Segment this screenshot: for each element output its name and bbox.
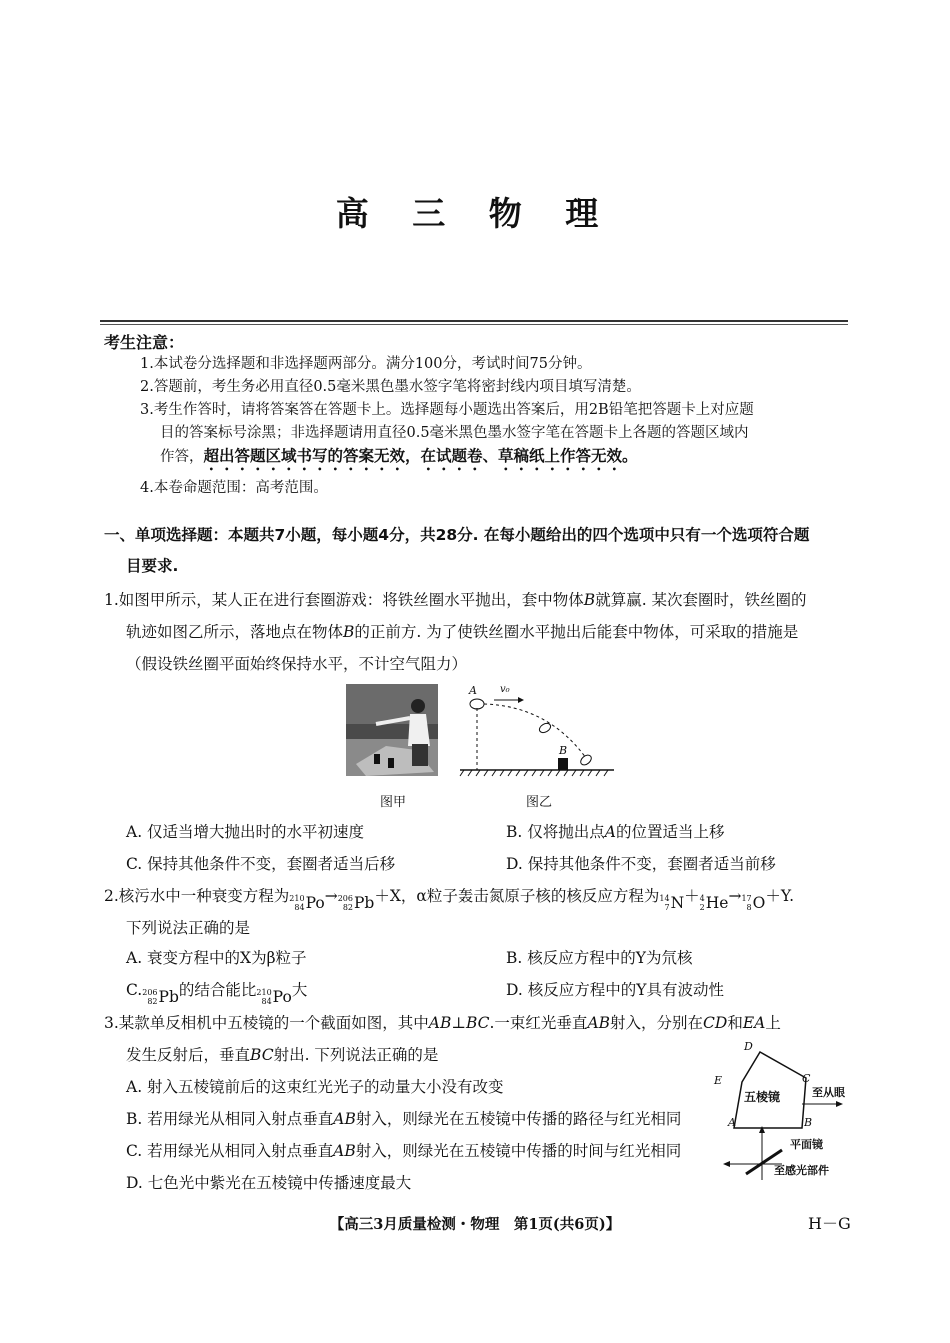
q1-option-b bbox=[506, 820, 724, 842]
q1-option-d: D. 保持其他条件不变，套圈者适当前移 bbox=[506, 855, 776, 873]
nuclide-n14 bbox=[659, 887, 684, 919]
page-footer: 【高三3月质量检测・物理 第1页(共6页)】 bbox=[329, 1216, 621, 1233]
q2-option-d: D. 核反应方程中的Y具有波动性 bbox=[506, 981, 724, 999]
pb-z-c: 82 bbox=[147, 997, 158, 1006]
q2-option-c bbox=[126, 978, 307, 1006]
nuclide-po210 bbox=[289, 887, 324, 919]
pb-z: 82 bbox=[342, 903, 353, 912]
notice-emphasis: 超出答题区域书写的答案无效，在试题卷、草稿纸上作答无效。 bbox=[203, 447, 638, 465]
q2-optc-b: 的结合能比 bbox=[178, 981, 257, 999]
plus: ＋ bbox=[684, 887, 700, 905]
q1-stem-line-3: （假设铁丝圈平面始终保持水平，不计空气阻力） bbox=[126, 655, 468, 673]
n-symbol: N bbox=[670, 894, 685, 912]
q2-stem-c: ＋Y. bbox=[765, 887, 795, 905]
q1-stem-text-end: 就算赢. 某次套圈时，铁丝圈的 bbox=[595, 591, 807, 609]
nuclide-he4 bbox=[700, 887, 729, 919]
q3-optb-ab: AB bbox=[333, 1110, 356, 1128]
arrow-2: → bbox=[728, 887, 742, 905]
fig-label-b: B bbox=[804, 1116, 813, 1129]
trajectory-figure bbox=[458, 684, 618, 780]
q1-option-c: C. 保持其他条件不变，套圈者适当后移 bbox=[126, 855, 396, 873]
q2-stem-line-2: 下列说法正确的是 bbox=[126, 919, 251, 937]
fig-label-d: D bbox=[744, 1040, 753, 1053]
q1-stem-line-2 bbox=[126, 616, 798, 648]
q1-var-b-2: B bbox=[343, 623, 355, 641]
divider-rule bbox=[100, 320, 848, 322]
q3-optb-b: 射入，则绿光在五棱镜中传播的路径与红光相同 bbox=[355, 1110, 682, 1128]
q3-optc-b: 射入，则绿光在五棱镜中传播的时间与红光相同 bbox=[355, 1142, 682, 1160]
to-eye-label: 至从眼 bbox=[812, 1086, 845, 1099]
pb-symbol: Pb bbox=[354, 894, 375, 912]
arrow: → bbox=[324, 887, 338, 905]
q1-stem-line-1 bbox=[104, 584, 807, 616]
pentaprism-figure bbox=[708, 1040, 848, 1185]
fig-label-v0: v₀ bbox=[500, 684, 510, 695]
notice-item-2: 2.答题前，考生务必用直径0.5毫米黑色墨水签字笔将密封线内项目填写清楚。 bbox=[140, 379, 641, 395]
q3-ab: AB bbox=[587, 1014, 611, 1032]
version-code: H－G bbox=[808, 1214, 851, 1233]
q3-ea: EA bbox=[742, 1014, 766, 1032]
po-symbol: Po bbox=[305, 894, 325, 912]
po-mass: 210 bbox=[289, 894, 305, 903]
q3-stem-b: .一束红光垂直 bbox=[489, 1014, 588, 1032]
photo-ring-toss bbox=[346, 684, 438, 776]
q3-stem-line-1 bbox=[104, 1007, 781, 1039]
notice-item-3-line-1: 3.考生作答时，请将答案答在答题卡上。选择题每小题选出答案后，用2B铅笔把答题卡上对应题 bbox=[140, 402, 754, 418]
fig-label-b: B bbox=[559, 744, 568, 757]
o-z: 8 bbox=[746, 903, 752, 912]
q1-stem2-a: 轨迹如图乙所示，落地点在物体 bbox=[126, 623, 344, 641]
po-z: 84 bbox=[294, 903, 305, 912]
q3-ab-perp-bc: AB⊥BC bbox=[428, 1014, 490, 1032]
fig-label-e: E bbox=[714, 1074, 723, 1087]
q2-stem-b: ＋X，α粒子轰击氮原子核的核反应方程为 bbox=[374, 887, 660, 905]
q1-stem-text: 1.如图甲所示，某人正在进行套圈游戏：将铁丝圈水平抛出，套中物体 bbox=[104, 591, 584, 609]
prism-label: 五棱镜 bbox=[744, 1090, 781, 1104]
section-1-heading: 一、单项选择题：本题共7小题，每小题4分，共28分. 在每小题给出的四个选项中只有一个选项符合题 bbox=[104, 526, 810, 544]
q1-optb-text: B. 仅将抛出点 bbox=[506, 823, 605, 841]
caption-fig-yi: 图乙 bbox=[526, 795, 553, 810]
q1-optb-var: A bbox=[604, 823, 616, 841]
q3-stem2-a: 发生反射后，垂直 bbox=[126, 1046, 251, 1064]
nuclide-pb206-c bbox=[142, 988, 179, 1006]
n-mass: 14 bbox=[659, 894, 670, 903]
q3-option-d: D. 七色光中紫光在五棱镜中传播速度最大 bbox=[126, 1174, 412, 1192]
notice-item-4: 4.本卷命题范围：高考范围。 bbox=[140, 480, 328, 496]
nuclide-o17 bbox=[741, 887, 765, 919]
mirror-label: 平面镜 bbox=[790, 1138, 823, 1151]
q3-stem-line-2 bbox=[126, 1039, 438, 1071]
fig-label-a: A bbox=[469, 684, 477, 697]
notice-item-3-prefix: 作答， bbox=[160, 449, 204, 465]
q3-option-a: A. 射入五棱镜前后的这束红光光子的动量大小没有改变 bbox=[126, 1078, 504, 1096]
pb-symbol-c: Pb bbox=[158, 988, 179, 1006]
q3-optc-a: C. 若用绿光从相同入射点垂直 bbox=[126, 1142, 334, 1160]
q1-var-b: B bbox=[583, 591, 596, 609]
notice-item-1: 1.本试卷分选择题和非选择题两部分。满分100分，考试时间75分钟。 bbox=[140, 356, 592, 372]
he-mass: 4 bbox=[699, 894, 705, 903]
fig-label-a: A bbox=[728, 1116, 736, 1129]
o-symbol: O bbox=[752, 894, 766, 912]
he-symbol: He bbox=[705, 894, 729, 912]
q2-option-a: A. 衰变方程中的X为β粒子 bbox=[126, 949, 307, 967]
q3-stem2-b: 射出. 下列说法正确的是 bbox=[273, 1046, 439, 1064]
po-z-c: 84 bbox=[261, 997, 272, 1006]
q2-optc-c: 大 bbox=[291, 981, 308, 999]
q3-bc: BC bbox=[250, 1046, 274, 1064]
q3-option-c bbox=[126, 1139, 681, 1161]
to-sensor-label: 至感光部件 bbox=[774, 1164, 829, 1177]
n-z: 7 bbox=[664, 903, 670, 912]
q3-stem-a: 3.某款单反相机中五棱镜的一个截面如图，其中 bbox=[104, 1014, 429, 1032]
q3-optc-ab: AB bbox=[333, 1142, 356, 1160]
section-1-heading-cont: 目要求. bbox=[126, 557, 179, 575]
he-z: 2 bbox=[699, 903, 705, 912]
q1-optb-text-end: 的位置适当上移 bbox=[615, 823, 725, 841]
q2-stem-a: 2.核污水中一种衰变方程为 bbox=[104, 887, 290, 905]
notice-item-3-line-2: 目的答案标号涂黑；非选择题请用直径0.5毫米黑色墨水签字笔在答题卡上各题的答题区域内 bbox=[160, 425, 749, 441]
o-mass: 17 bbox=[741, 894, 752, 903]
nuclide-po210-c bbox=[256, 988, 291, 1006]
nuclide-pb206 bbox=[338, 887, 375, 919]
q3-stem-c: 射入，分别在 bbox=[610, 1014, 704, 1032]
fig-label-c: C bbox=[802, 1072, 811, 1085]
pb-mass-c: 206 bbox=[142, 988, 158, 997]
q3-option-b bbox=[126, 1107, 681, 1129]
q1-option-a: A. 仅适当增大抛出时的水平初速度 bbox=[126, 823, 365, 841]
pb-mass: 206 bbox=[337, 894, 353, 903]
q2-option-b: B. 核反应方程中的Y为氘核 bbox=[506, 949, 693, 967]
page-title: 高 三 物 理 bbox=[335, 194, 615, 233]
po-symbol-c: Po bbox=[272, 988, 292, 1006]
q3-cd: CD bbox=[703, 1014, 728, 1032]
q3-optb-a: B. 若用绿光从相同入射点垂直 bbox=[126, 1110, 334, 1128]
q2-optc-a: C. bbox=[126, 981, 143, 999]
q3-and: 和 bbox=[727, 1014, 743, 1032]
q3-stem-d: 上 bbox=[765, 1014, 781, 1032]
po-mass-c: 210 bbox=[256, 988, 272, 997]
notice-heading: 考生注意： bbox=[104, 333, 185, 352]
notice-item-3-line-3 bbox=[160, 445, 638, 474]
q1-stem2-b: 的正前方. 为了使铁丝圈水平抛出后能套中物体，可采取的措施是 bbox=[354, 623, 799, 641]
caption-fig-jia: 图甲 bbox=[380, 795, 407, 810]
divider-rule-thin bbox=[100, 324, 848, 325]
